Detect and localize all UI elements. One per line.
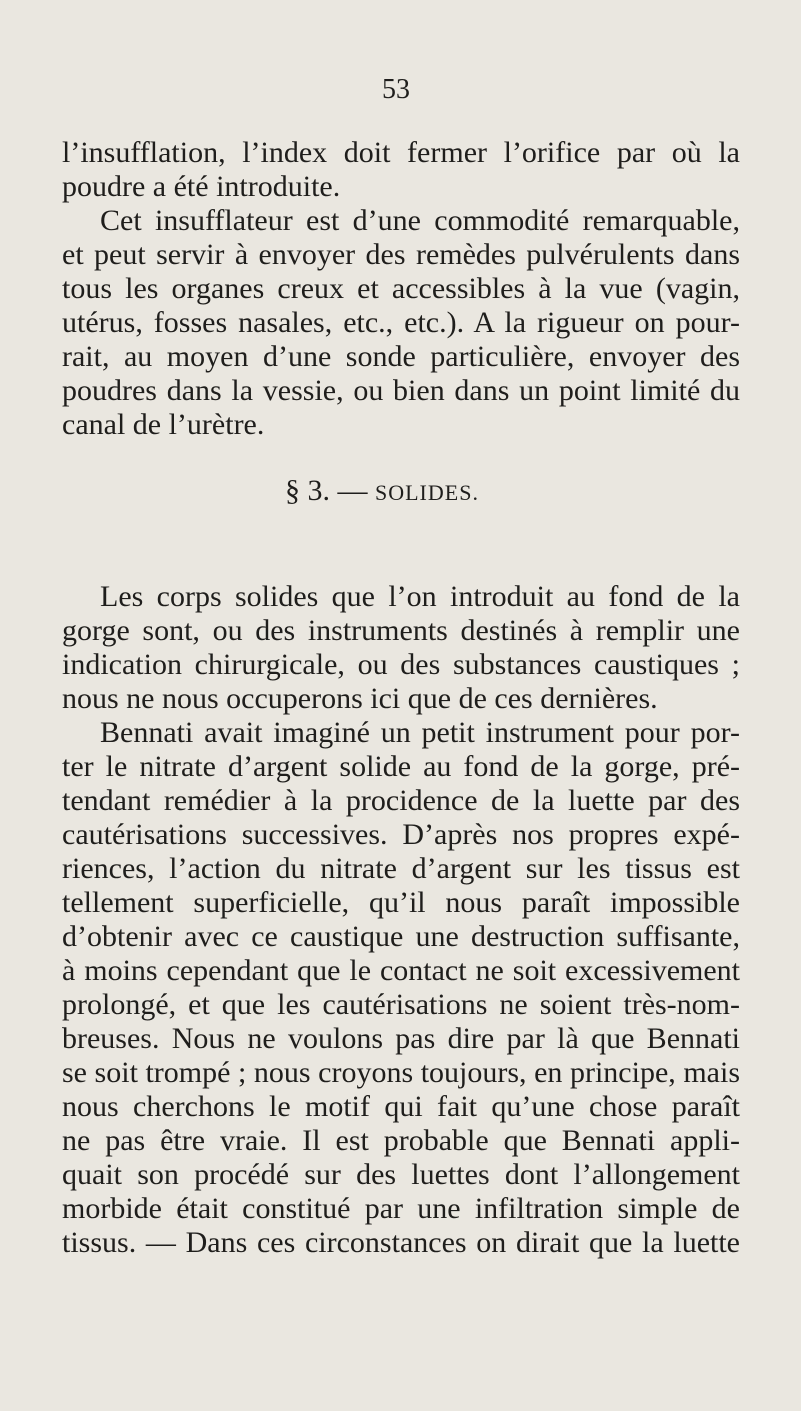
text-line: utérus, fosses nasales, etc., etc.). A la rigueur on pour-: [62, 306, 740, 339]
text-line: nous cherchons le motif qui fait qu’une chose paraît: [62, 1090, 740, 1123]
text-line: Bennati avait imaginé un petit instrument pour por-: [100, 716, 740, 749]
text-line: morbide était constitué par une infiltration simple de: [62, 1192, 740, 1225]
text-line: indication chirurgicale, ou des substances caustiques ;: [62, 648, 740, 681]
text-line: Cet insufflateur est d’une commodité remarquable,: [100, 204, 740, 237]
text-line: ne pas être vraie. Il est probable que Bennati appli-: [62, 1124, 740, 1157]
text-line: Les corps solides que l’on introduit au fond de la: [100, 580, 740, 613]
text-line: riences, l’action du nitrate d’argent sur les tissus est: [62, 852, 740, 885]
text-line: et peut servir à envoyer des remèdes pulvérulents dans: [62, 238, 740, 271]
text-line: breuses. Nous ne voulons pas dire par là que Bennati: [62, 1022, 740, 1055]
section-title: SOLIDES.: [375, 480, 479, 505]
text-line: tous les organes creux et accessibles à la vue (vagin,: [62, 272, 740, 305]
text-line: canal de l’urètre.: [62, 408, 265, 441]
text-line: nous ne nous occuperons ici que de ces dernières.: [62, 682, 658, 715]
paragraph-insufflateur: [62, 204, 740, 442]
text-line: gorge sont, ou des instruments destinés à remplir une: [62, 614, 740, 647]
text-line: quait son procédé sur des luettes dont l’allongement: [62, 1158, 740, 1191]
paragraph-corps-solides: [62, 580, 740, 716]
text-line: prolongé, et que les cautérisations ne soient très-nom-: [62, 988, 740, 1021]
section-heading: [285, 474, 479, 510]
text-line: ter le nitrate d’argent solide au fond de la gorge, pré-: [62, 750, 740, 783]
page-number: 53: [382, 74, 410, 105]
text-line: à moins cependant que le contact ne soit excessivement: [62, 954, 740, 987]
text-line: se soit trompé ; nous croyons toujours, en principe, mais: [62, 1056, 740, 1089]
paragraph-bennati: [62, 716, 740, 1260]
text-block-top: [62, 136, 740, 442]
text-line: l’insufflation, l’index doit fermer l’orifice par où la: [62, 136, 740, 169]
text-line: tellement superficielle, qu’il nous paraît impossible: [62, 886, 740, 919]
text-line: cautérisations successives. D’après nos propres expé-: [62, 818, 740, 851]
section-number: § 3. —: [285, 474, 368, 507]
text-block-bottom: [62, 580, 740, 1260]
text-line: poudres dans la vessie, ou bien dans un point limité du: [62, 374, 740, 407]
text-line: tissus. — Dans ces circonstances on dirait que la luette: [62, 1226, 740, 1259]
paragraph-insufflation: [62, 136, 740, 204]
text-line: rait, au moyen d’une sonde particulière, envoyer des: [62, 340, 740, 373]
text-line: d’obtenir avec ce caustique une destruction suffisante,: [62, 920, 740, 953]
text-line: poudre a été introduite.: [62, 170, 341, 203]
text-line: tendant remédier à la procidence de la luette par des: [62, 784, 740, 817]
